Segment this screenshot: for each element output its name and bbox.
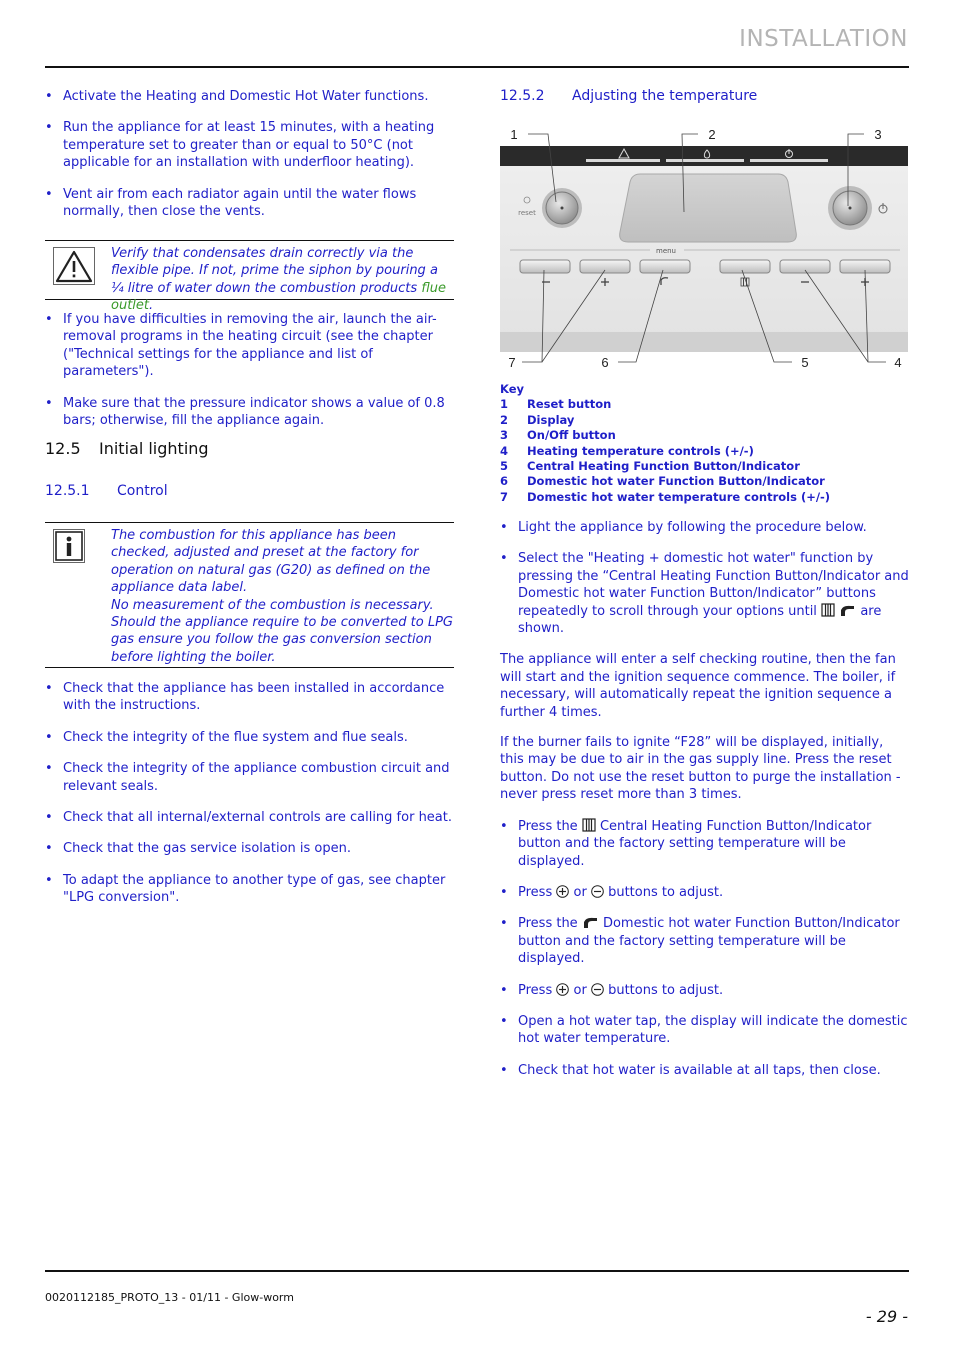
list-item: • Press or buttons to adjust. [500, 884, 910, 901]
reset-label: reset [518, 209, 536, 217]
reset-button[interactable] [542, 188, 582, 228]
warning-end: . [149, 298, 154, 314]
plus-circle-icon [556, 885, 569, 898]
ch-function-button[interactable] [720, 260, 770, 273]
list-item: • To adapt the appliance to another type of gas, see chapter "LPG conversion". [45, 872, 455, 907]
section-number: 12.5 [45, 439, 81, 458]
list-item: • Check that hot water is available at all taps, then close. [500, 1062, 910, 1079]
list-item: • Check the integrity of the flue system and flue seals. [45, 729, 455, 746]
left-bullets-mid [45, 311, 455, 443]
radiator-icon [821, 603, 835, 617]
callout-1: 1 [510, 127, 518, 142]
radiator-icon [582, 818, 596, 832]
tap-icon [839, 603, 856, 617]
list-item: • Check that the gas service isolation is open. [45, 840, 455, 857]
left-bullets-top [45, 88, 455, 234]
dhw-plus-button[interactable] [580, 260, 630, 273]
subsection-heading-control [45, 483, 168, 499]
key-row: 7 Domestic hot water temperature controls (+/-) [500, 489, 831, 504]
right-body [500, 519, 910, 1093]
page-header-title: INSTALLATION [739, 26, 908, 52]
key-row: 2 Display [500, 412, 575, 427]
tap-icon [582, 915, 599, 929]
heating-minus-button[interactable] [780, 260, 830, 273]
key-row: 1 Reset button [500, 397, 612, 412]
subsection-number: 12.5.2 [500, 88, 545, 104]
info-icon [53, 529, 85, 563]
header-rule [45, 66, 909, 68]
flue-outlet-link[interactable]: flue outlet [111, 280, 446, 314]
callout-4: 4 [894, 355, 902, 370]
key-row: 3 On/Off button [500, 428, 616, 443]
info-text-2: No measurement of the combustion is necessary. Should the appliance require to be converted to LPG gas ensure you follow the gas conversion section before lighting the boiler. [111, 597, 454, 665]
control-panel-diagram [500, 122, 910, 374]
display-screen [620, 174, 797, 242]
warning-note [45, 240, 454, 314]
list-item: • Press the Domestic hot water Function Button/Indicator button and the factory setting temperature will be displayed. [500, 915, 910, 967]
list-item: • Select the "Heating + domestic hot water" function by pressing the “Central Heating Function Button/Indicator and Domestic hot water Function Button/Indicator” buttons repeatedly to scroll through your options until are shown. [500, 550, 910, 637]
minus-circle-icon [591, 983, 604, 996]
page-number: - 29 - [865, 1307, 908, 1326]
callout-3: 3 [874, 127, 882, 142]
info-text-1: The combustion for this appliance has been checked, adjusted and preset at the factory for operation on natural gas (G20) as defined on the appliance data label. [111, 528, 431, 596]
menu-label: menu [656, 247, 676, 255]
list-item: • Press or buttons to adjust. [500, 982, 910, 999]
subsection-title: Control [117, 483, 168, 499]
list-item: • Activate the Heating and Domestic Hot Water functions. [45, 88, 455, 105]
callout-6: 6 [601, 355, 609, 370]
list-item: • Check the integrity of the appliance combustion circuit and relevant seals. [45, 760, 455, 795]
callout-5: 5 [801, 355, 809, 370]
dhw-function-button[interactable] [640, 260, 690, 273]
key-row: 4 Heating temperature controls (+/-) [500, 443, 754, 458]
key-row: 6 Domestic hot water Function Button/Indicator [500, 474, 825, 489]
key-title: Key [500, 382, 525, 396]
key-row: 5 Central Heating Function Button/Indicator [500, 459, 800, 474]
left-bullets-bottom [45, 680, 455, 921]
subsection-heading-adjusting [500, 88, 757, 104]
warning-triangle-icon [53, 247, 95, 285]
subsection-number: 12.5.1 [45, 483, 90, 499]
document-code: 0020112185_PROTO_13 - 01/11 - Glow-worm [45, 1291, 294, 1304]
paragraph: The appliance will enter a self checking routine, then the fan will start and the ignition sequence commence. The boiler, if necessary, will automatically repeat the ignition sequence a further 4 times. [500, 652, 896, 720]
footer-rule [45, 1270, 909, 1272]
callout-7: 7 [508, 355, 516, 370]
minus-circle-icon [591, 885, 604, 898]
list-item: • Check that all internal/external controls are calling for heat. [45, 809, 455, 826]
list-item: • Press the Central Heating Function Button/Indicator button and the factory setting temperature will be displayed. [500, 818, 910, 870]
plus-circle-icon [556, 983, 569, 996]
list-item: • Light the appliance by following the procedure below. [500, 519, 910, 536]
list-item: • Make sure that the pressure indicator shows a value of 0.8 bars; otherwise, fill the appliance again. [45, 395, 455, 430]
section-title: Initial lighting [99, 439, 209, 458]
list-item: • Run the appliance for at least 15 minutes, with a heating temperature set to greater than or equal to 50°C (not applicable for an installation with underfloor heating). [45, 119, 455, 171]
dhw-minus-button[interactable] [520, 260, 570, 273]
list-item: • If you have difficulties in removing the air, launch the air-removal programs in the heating circuit (see the chapter ("Technical settings for the appliance and list of parameters"). [45, 311, 455, 381]
subsection-title: Adjusting the temperature [572, 88, 758, 104]
paragraph: If the burner fails to ignite “F28” will be displayed, initially, this may be due to air in the gas supply line. Press the reset button. Do not use the reset button to purge the installation - never press reset more than 3 times. [500, 735, 901, 803]
warning-text: Verify that condensates drain correctly via the flexible pipe. If not, prime the siphon by pouring a ¼ litre of water down the combustion products [111, 246, 438, 296]
list-item: • Open a hot water tap, the display will indicate the domestic hot water temperature. [500, 1013, 910, 1048]
callout-2: 2 [708, 127, 716, 142]
diagram-key [500, 382, 830, 505]
list-item: • Check that the appliance has been installed in accordance with the instructions. [45, 680, 455, 715]
section-heading [45, 439, 209, 458]
info-note [45, 522, 454, 668]
on-off-button[interactable] [828, 186, 872, 230]
list-item: • Vent air from each radiator again until the water flows normally, then close the vents. [45, 186, 455, 221]
